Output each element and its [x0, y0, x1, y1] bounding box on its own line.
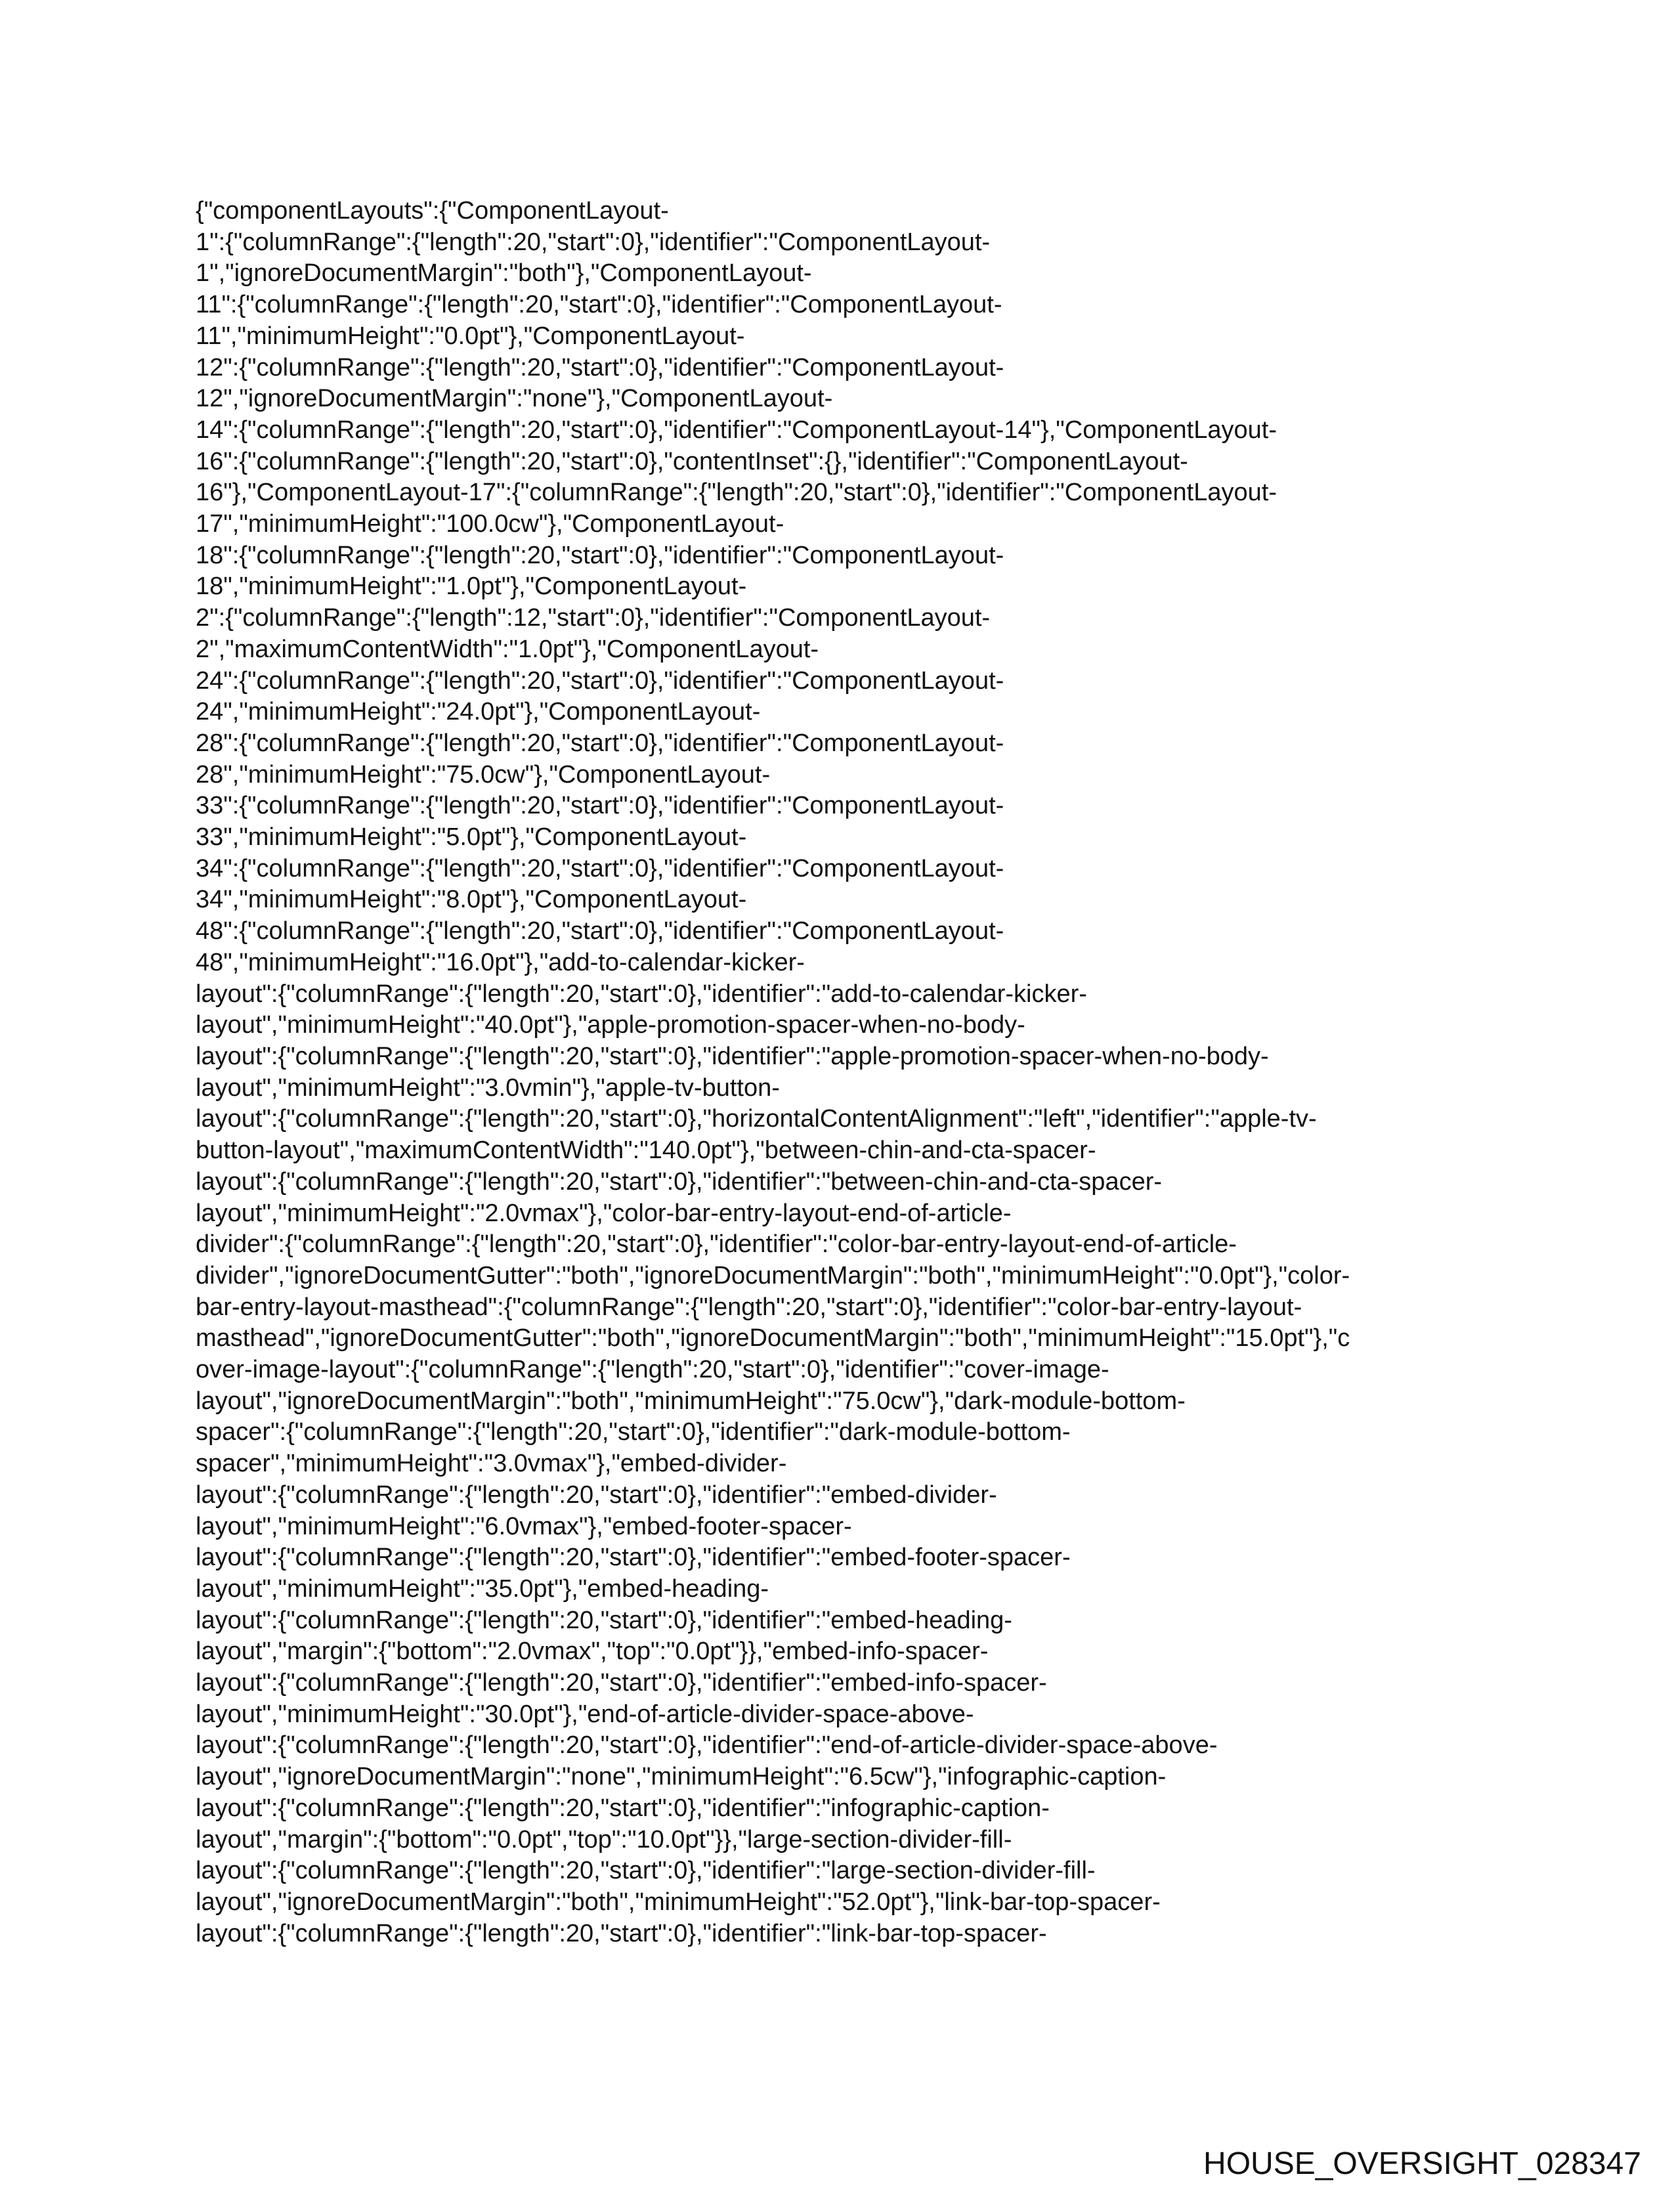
text-line: layout","minimumHeight":"6.0vmax"},"embed-footer-spacer- — [196, 1512, 852, 1540]
text-line: 18","minimumHeight":"1.0pt"},"ComponentLayout- — [196, 573, 747, 601]
text-line: 24","minimumHeight":"24.0pt"},"ComponentLayout- — [196, 698, 761, 726]
text-line: 24":{"columnRange":{"length":20,"start":0},"identifier":"ComponentLayout- — [196, 666, 1004, 695]
text-line: layout":{"columnRange":{"length":20,"start":0},"identifier":"add-to-calendar-kicker- — [196, 980, 1087, 1008]
text-line: 34":{"columnRange":{"length":20,"start":0},"identifier":"ComponentLayout- — [196, 854, 1004, 882]
text-line: layout":{"columnRange":{"length":20,"start":0},"identifier":"embed-divider- — [196, 1481, 997, 1509]
text-line: layout","ignoreDocumentMargin":"both","minimumHeight":"75.0cw"},"dark-module-bottom- — [196, 1387, 1186, 1415]
text-line: layout","ignoreDocumentMargin":"none","minimumHeight":"6.5cw"},"infographic-caption- — [196, 1763, 1167, 1791]
text-line: layout","margin":{"bottom":"0.0pt","top":"10.0pt"}},"large-section-divider-fill- — [196, 1825, 1012, 1854]
text-line: layout":{"columnRange":{"length":20,"start":0},"identifier":"apple-promotion-spacer-when-no-body- — [196, 1042, 1269, 1070]
text-line: 17","minimumHeight":"100.0cw"},"ComponentLayout- — [196, 510, 784, 538]
text-line: layout":{"columnRange":{"length":20,"start":0},"identifier":"embed-footer-spacer- — [196, 1544, 1071, 1572]
text-line: over-image-layout":{"columnRange":{"length":20,"start":0},"identifier":"cover-image- — [196, 1356, 1109, 1384]
text-line: layout":{"columnRange":{"length":20,"start":0},"identifier":"infographic-caption- — [196, 1794, 1050, 1822]
text-line: 34","minimumHeight":"8.0pt"},"ComponentLayout- — [196, 886, 747, 914]
text-line: layout","minimumHeight":"30.0pt"},"end-of-article-divider-space-above- — [196, 1700, 974, 1728]
text-line: 33","minimumHeight":"5.0pt"},"ComponentLayout- — [196, 823, 747, 852]
text-line: divider":{"columnRange":{"length":20,"start":0},"identifier":"color-bar-entry-layout-end-of-article- — [196, 1230, 1237, 1259]
text-line: layout":{"columnRange":{"length":20,"start":0},"horizontalContentAlignment":"left","identifier":"apple-tv- — [196, 1105, 1317, 1133]
text-line: layout","minimumHeight":"2.0vmax"},"color-bar-entry-layout-end-of-article- — [196, 1199, 1012, 1227]
text-line: 33":{"columnRange":{"length":20,"start":0},"identifier":"ComponentLayout- — [196, 792, 1004, 820]
text-line: spacer":{"columnRange":{"length":20,"start":0},"identifier":"dark-module-bottom- — [196, 1418, 1071, 1446]
text-line: 2":{"columnRange":{"length":12,"start":0},"identifier":"ComponentLayout- — [196, 604, 991, 632]
text-line: layout":{"columnRange":{"length":20,"start":0},"identifier":"link-bar-top-spacer- — [196, 1919, 1047, 1947]
text-line: layout":{"columnRange":{"length":20,"start":0},"identifier":"end-of-article-divider-space-above- — [196, 1731, 1218, 1760]
json-text-body — [196, 196, 1509, 1949]
text-line: layout","minimumHeight":"35.0pt"},"embed-heading- — [196, 1574, 769, 1603]
text-line: layout":{"columnRange":{"length":20,"start":0},"identifier":"embed-heading- — [196, 1606, 1012, 1634]
bates-stamp: HOUSE_OVERSIGHT_028347 — [1203, 2146, 1641, 2181]
text-line: layout","margin":{"bottom":"2.0vmax","top":"0.0pt"}},"embed-info-spacer- — [196, 1637, 989, 1666]
text-line: 48":{"columnRange":{"length":20,"start":0},"identifier":"ComponentLayout- — [196, 917, 1004, 945]
text-line: {"componentLayouts":{"ComponentLayout- — [196, 197, 669, 225]
text-line: 11":{"columnRange":{"length":20,"start":0},"identifier":"ComponentLayout- — [196, 291, 1002, 319]
text-line: 2","maximumContentWidth":"1.0pt"},"ComponentLayout- — [196, 635, 819, 663]
text-line: masthead","ignoreDocumentGutter":"both","ignoreDocumentMargin":"both","minimumHeight":"15.0pt"},"c — [196, 1324, 1350, 1353]
text-line: bar-entry-layout-masthead":{"columnRange":{"length":20,"start":0},"identifier":"color-bar-entry-layout- — [196, 1293, 1302, 1321]
text-line: 16"},"ComponentLayout-17":{"columnRange":{"length":20,"start":0},"identifier":"ComponentLayout- — [196, 479, 1277, 507]
text-line: 48","minimumHeight":"16.0pt"},"add-to-calendar-kicker- — [196, 948, 805, 976]
text-line: 28":{"columnRange":{"length":20,"start":0},"identifier":"ComponentLayout- — [196, 729, 1004, 757]
text-line: layout","ignoreDocumentMargin":"both","minimumHeight":"52.0pt"},"link-bar-top-spacer- — [196, 1888, 1161, 1916]
text-line: layout","minimumHeight":"40.0pt"},"apple-promotion-spacer-when-no-body- — [196, 1011, 1025, 1039]
text-line: 12":{"columnRange":{"length":20,"start":0},"identifier":"ComponentLayout- — [196, 353, 1004, 381]
text-line: 1","ignoreDocumentMargin":"both"},"ComponentLayout- — [196, 259, 812, 288]
text-line: 11","minimumHeight":"0.0pt"},"ComponentLayout- — [196, 322, 745, 350]
text-line: 18":{"columnRange":{"length":20,"start":0},"identifier":"ComponentLayout- — [196, 541, 1004, 569]
text-line: 1":{"columnRange":{"length":20,"start":0},"identifier":"ComponentLayout- — [196, 228, 991, 256]
text-line: 28","minimumHeight":"75.0cw"},"ComponentLayout- — [196, 760, 771, 789]
text-line: layout":{"columnRange":{"length":20,"start":0},"identifier":"large-section-divider-fill- — [196, 1857, 1096, 1885]
text-line: layout":{"columnRange":{"length":20,"start":0},"identifier":"embed-info-spacer- — [196, 1669, 1047, 1697]
text-line: 12","ignoreDocumentMargin":"none"},"ComponentLayout- — [196, 385, 833, 413]
text-line: 16":{"columnRange":{"length":20,"start":0},"contentInset":{},"identifier":"ComponentLayout- — [196, 447, 1188, 475]
text-line: layout":{"columnRange":{"length":20,"start":0},"identifier":"between-chin-and-cta-spacer- — [196, 1167, 1163, 1196]
text-line: spacer","minimumHeight":"3.0vmax"},"embed-divider- — [196, 1450, 787, 1478]
text-line: layout","minimumHeight":"3.0vmin"},"apple-tv-button- — [196, 1073, 780, 1102]
text-line: button-layout","maximumContentWidth":"140.0pt"},"between-chin-and-cta-spacer- — [196, 1137, 1096, 1165]
text-line: divider","ignoreDocumentGutter":"both","ignoreDocumentMargin":"both","minimumHeight":"0.0pt"},"color- — [196, 1261, 1350, 1290]
text-line: 14":{"columnRange":{"length":20,"start":0},"identifier":"ComponentLayout-14"},"ComponentLayout- — [196, 416, 1277, 444]
